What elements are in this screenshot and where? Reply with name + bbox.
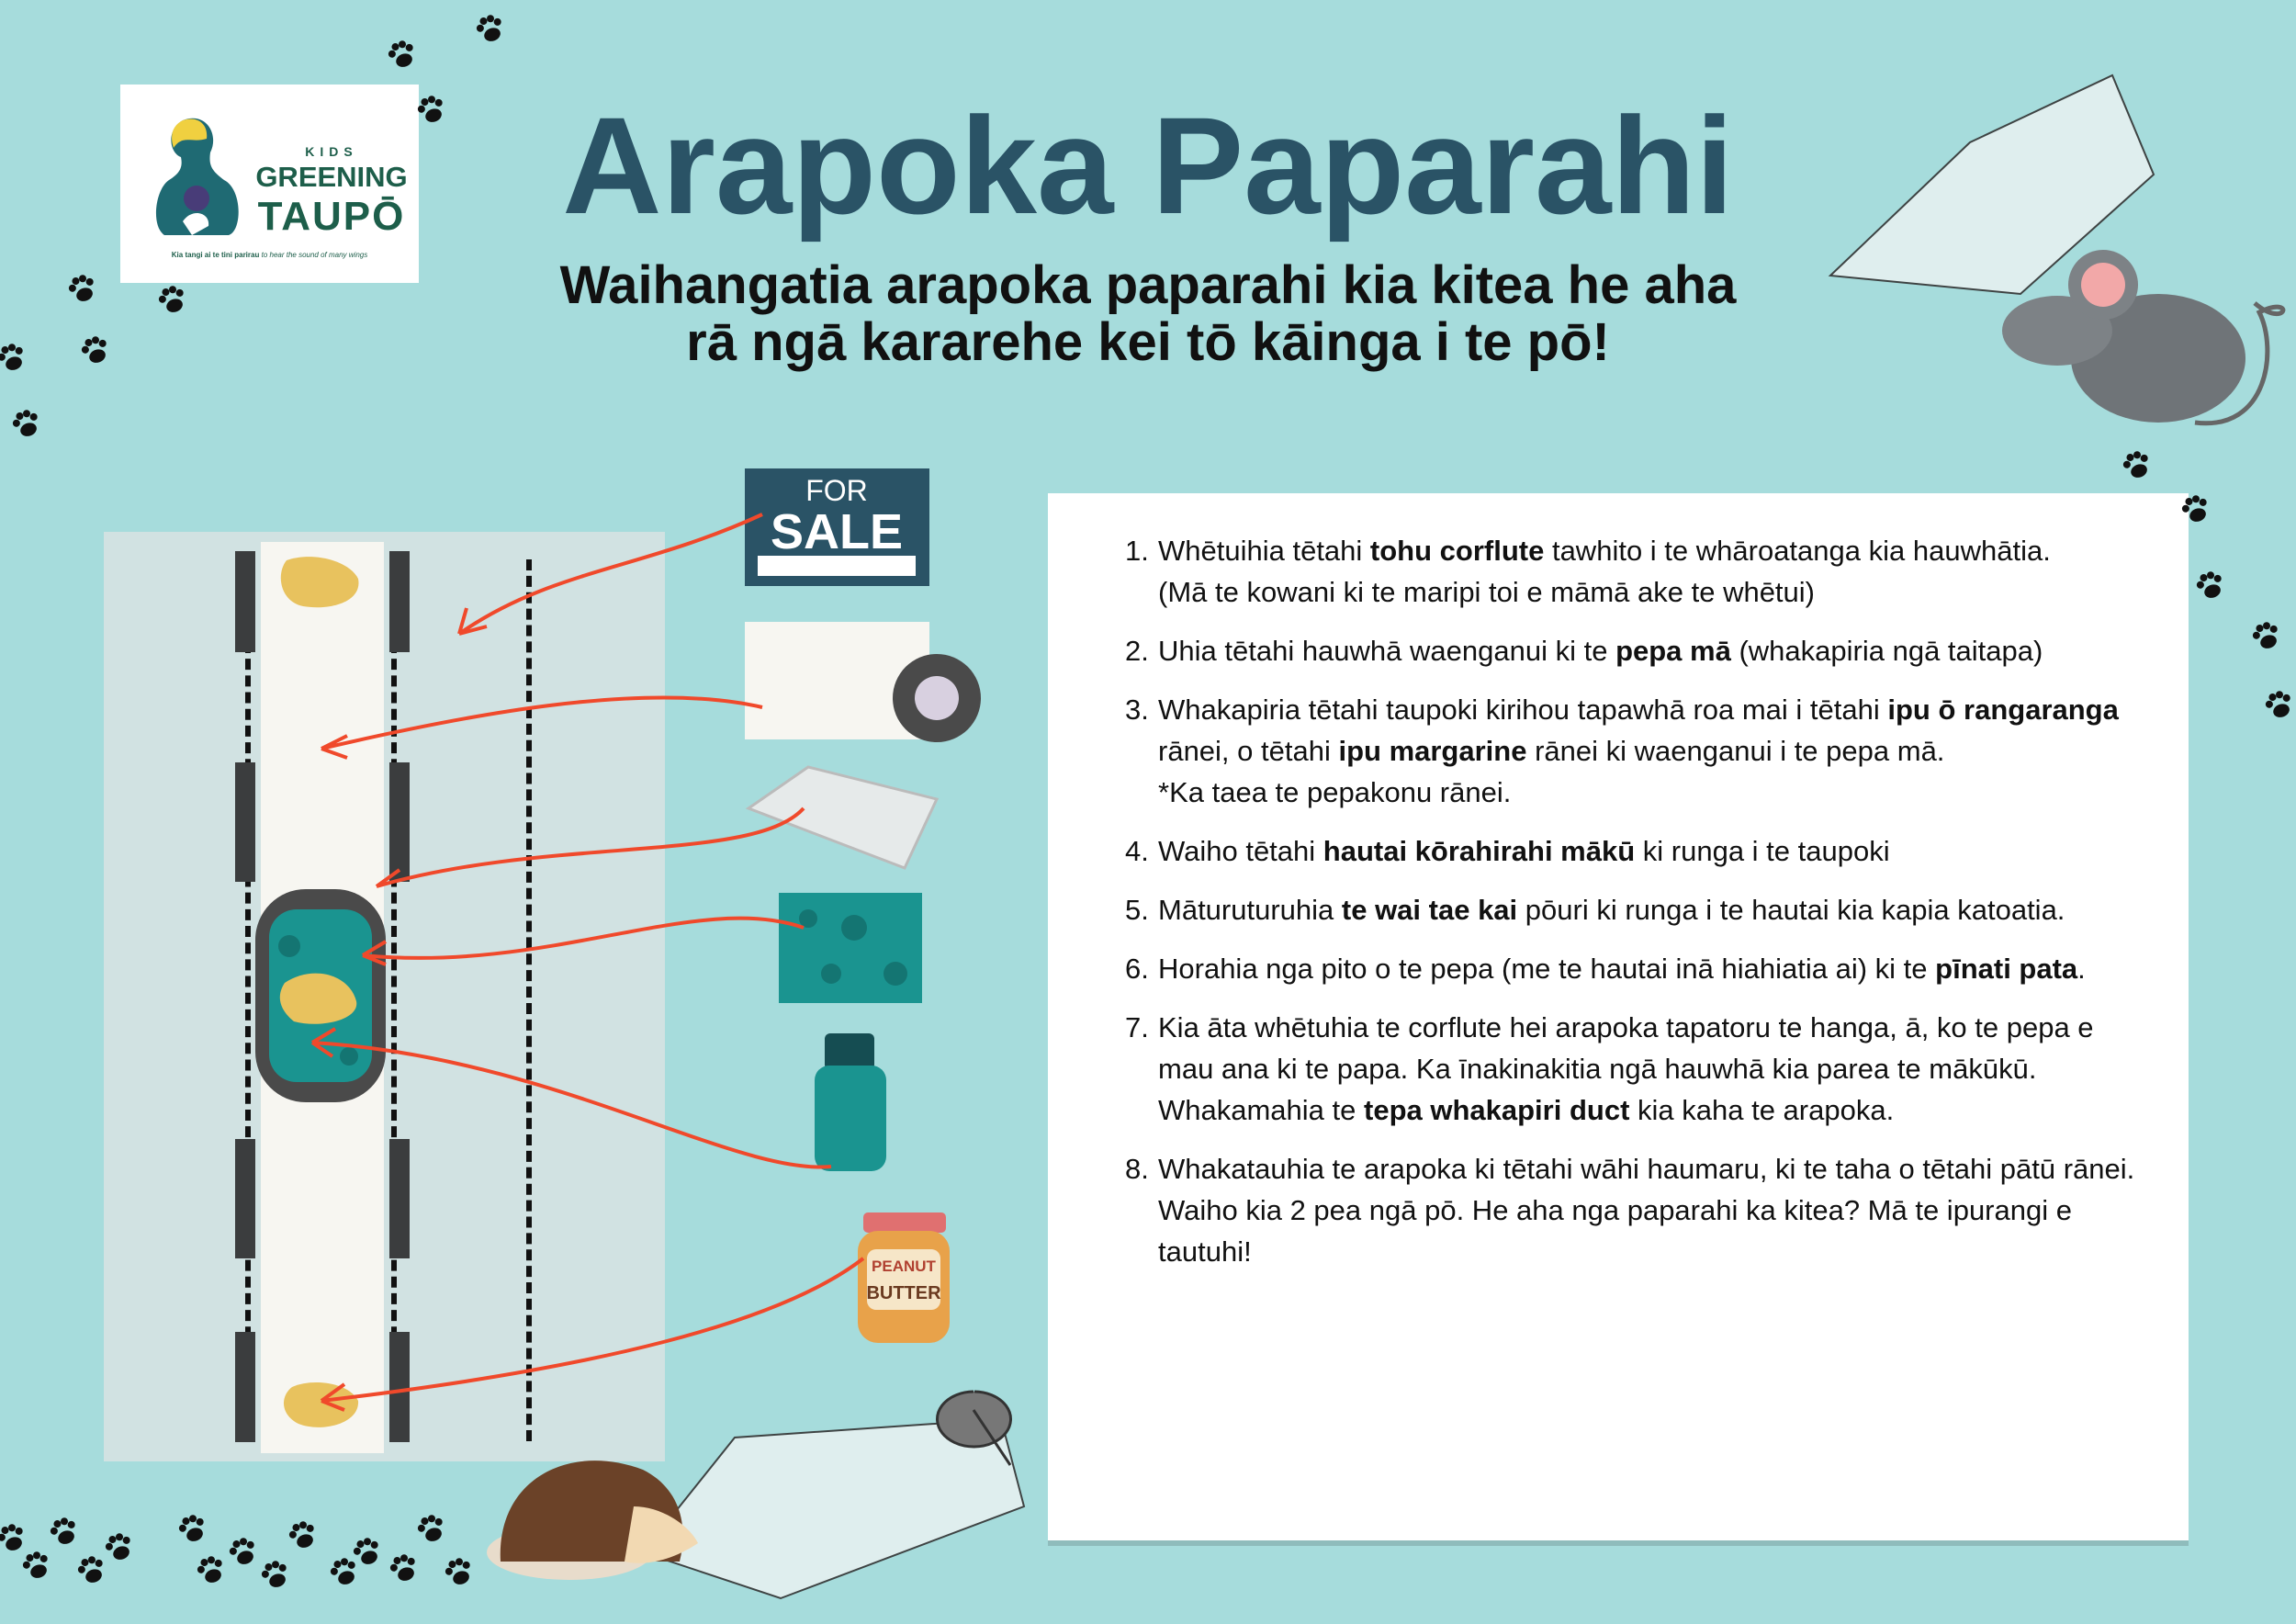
sign-sale-text: SALE [770, 504, 904, 559]
step-number: 4. [1125, 835, 1149, 867]
paw-print-icon [287, 1518, 320, 1551]
paw-print-icon [328, 1555, 361, 1588]
paw-print-icon [10, 407, 43, 440]
subtitle-line-2: rā ngā kararehe kei tō kāinga i te pō! [686, 312, 1610, 372]
step-text-segment: Waiho tētahi [1158, 835, 1323, 867]
paw-print-icon [195, 1553, 228, 1586]
page-title: Arapoka Paparahi [562, 88, 1734, 242]
step-text-segment: Whakapiria tētahi taupoki kirihou tapawhā roa mai i tētahi [1158, 694, 1888, 726]
step-text-segment: Whētuihia tētahi [1158, 535, 1370, 567]
logo-greening-text: GREENING [255, 161, 408, 193]
paw-print-icon [443, 1555, 476, 1588]
paw-print-icon [388, 1551, 421, 1585]
step-note: (Mā te kowani ki te maripi toi e māmā ake te whētui) [1158, 576, 1815, 608]
paw-print-icon [2263, 688, 2296, 721]
subtitle-line-1: Waihangatia arapoka paparahi kia kitea he aha [559, 255, 1737, 315]
step-keyword: tohu corflute [1369, 535, 1545, 567]
step-keyword: pīnati pata [1935, 953, 2078, 985]
step-text-segment: kia kaha te arapoka. [1629, 1094, 1895, 1126]
paw-print-icon [103, 1530, 136, 1563]
step-number: 5. [1125, 894, 1149, 926]
paw-print-icon [156, 283, 189, 316]
step-number: 8. [1125, 1153, 1149, 1185]
logo-kids-text: KIDS [305, 144, 358, 159]
step-text-segment: Māturuturuhia [1158, 894, 1342, 926]
step-number: 3. [1125, 694, 1149, 726]
step-text-segment: rānei, o tētahi [1158, 735, 1339, 767]
step-text-segment: pōuri ki runga i te hautai kia kapia katoatia. [1517, 894, 2065, 926]
logo-taupo-text: TAUPŌ [257, 194, 406, 239]
paw-print-icon [386, 38, 419, 71]
paw-print-icon [415, 93, 448, 126]
paw-print-icon [66, 272, 99, 305]
paw-print-icon [75, 1553, 108, 1586]
sign-for-text: FOR [805, 474, 868, 507]
motto-maori: Kia tangi ai te tini parirau [171, 251, 260, 259]
step-text-segment: (whakapiria ngā taitapa) [1730, 635, 2043, 667]
step-text-segment: . [2077, 953, 2086, 985]
jar-label-peanut: PEANUT [872, 1257, 936, 1275]
paw-print-icon [2179, 492, 2212, 525]
step-keyword: te wai tae kai [1341, 894, 1518, 926]
paw-print-icon [2121, 448, 2154, 481]
step-number: 6. [1125, 953, 1149, 985]
step-text-segment: tawhito i te whāroatanga kia hauwhātia. [1544, 535, 2051, 567]
step-keyword: hautai kōrahirahi mākū [1322, 835, 1636, 867]
step-number: 1. [1125, 535, 1149, 567]
step-keyword: tepa whakapiri duct [1364, 1094, 1630, 1126]
step-number: 2. [1125, 635, 1149, 667]
motto-english: to hear the sound of many wings [261, 251, 368, 259]
jar-label-butter: BUTTER [866, 1283, 941, 1303]
paw-print-icon [415, 1512, 448, 1545]
paw-print-icon [20, 1549, 53, 1582]
step-text-segment: rānei ki waenganui i te pepa mā. [1526, 735, 1945, 767]
step-text-segment: Kia āta whētuhia te corflute hei arapoka tapatoru te hanga, ā, ko te pepa e mau ana ki te papa. Ka īnakinakitia ngā hauwhā kia parea te mākūkū. Whakamahia te [1158, 1011, 2094, 1126]
step-note: *Ka taea te pepakonu rānei. [1158, 776, 1512, 808]
paw-print-icon [227, 1535, 260, 1568]
paw-print-icon [2250, 619, 2283, 652]
paw-print-icon [79, 333, 112, 367]
paw-print-icon [176, 1512, 209, 1545]
step-keyword: ipu margarine [1338, 735, 1527, 767]
step-text-segment: Uhia tētahi hauwhā waenganui ki te [1158, 635, 1616, 667]
paw-print-icon [2194, 569, 2227, 602]
paw-print-icon [48, 1515, 81, 1548]
step-text-segment: ki runga i te taupoki [1635, 835, 1890, 867]
step-number: 7. [1125, 1011, 1149, 1043]
paw-print-icon [0, 341, 28, 374]
step-keyword: pepa mā [1615, 635, 1731, 667]
paw-print-icon [259, 1558, 292, 1591]
paw-print-icon [0, 1521, 28, 1554]
paw-print-icon [351, 1535, 384, 1568]
step-text-segment: Whakatauhia te arapoka ki tētahi wāhi haumaru, ki te taha o tētahi pātū rānei. Waiho kia 2 pea ngā pō. He aha nga paparahi ka kitea? Mā te ipurangi e tautuhi! [1158, 1153, 2135, 1268]
step-keyword: ipu ō rangaranga [1887, 694, 2119, 726]
paw-print-icon [474, 12, 507, 45]
step-text-segment: Horahia nga pito o te pepa (me te hautai inā hiahiatia ai) ki te [1158, 953, 1936, 985]
